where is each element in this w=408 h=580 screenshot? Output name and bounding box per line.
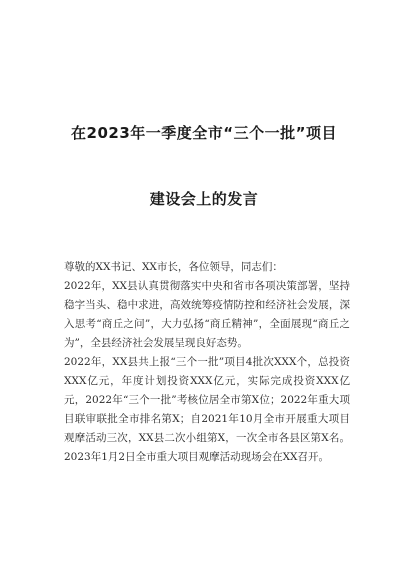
body-paragraph-2: 2022年，XX县共上报“三个一批”项目4批次XXX个，总投资XXX亿元，年度计划投资XXX亿元，实际完成投资XXX亿元，2022年“三个一批”考核位居全市第X位；2022年重大项目联审联批全市排名第X；自2021年10月全市开展重大项目观摩活动三次，XX县二次小组第X，一次全市各县区第X名。2023年1月2日全市重大项目观摩活动现场会在XX召开。: [64, 356, 350, 463]
document-title-line-2: 建设会上的发言: [149, 190, 259, 208]
document-title-line-1: 在2023年一季度全市“三个一批”项目: [71, 124, 337, 142]
salutation: 尊敬的XX书记、XX市长，各位领导，同志们：: [64, 261, 283, 273]
body-paragraph-1: 2022年，XX县认真贯彻落实中央和省市各项决策部署，坚持稳字当头、稳中求进，高效统筹疫情防控和经济社会发展，深入思考“商丘之问”，大力弘扬“商丘精神”，全面展现“商丘之为”，全县经济社会发展呈现良好态势。: [64, 280, 350, 349]
document-body: [64, 258, 350, 467]
